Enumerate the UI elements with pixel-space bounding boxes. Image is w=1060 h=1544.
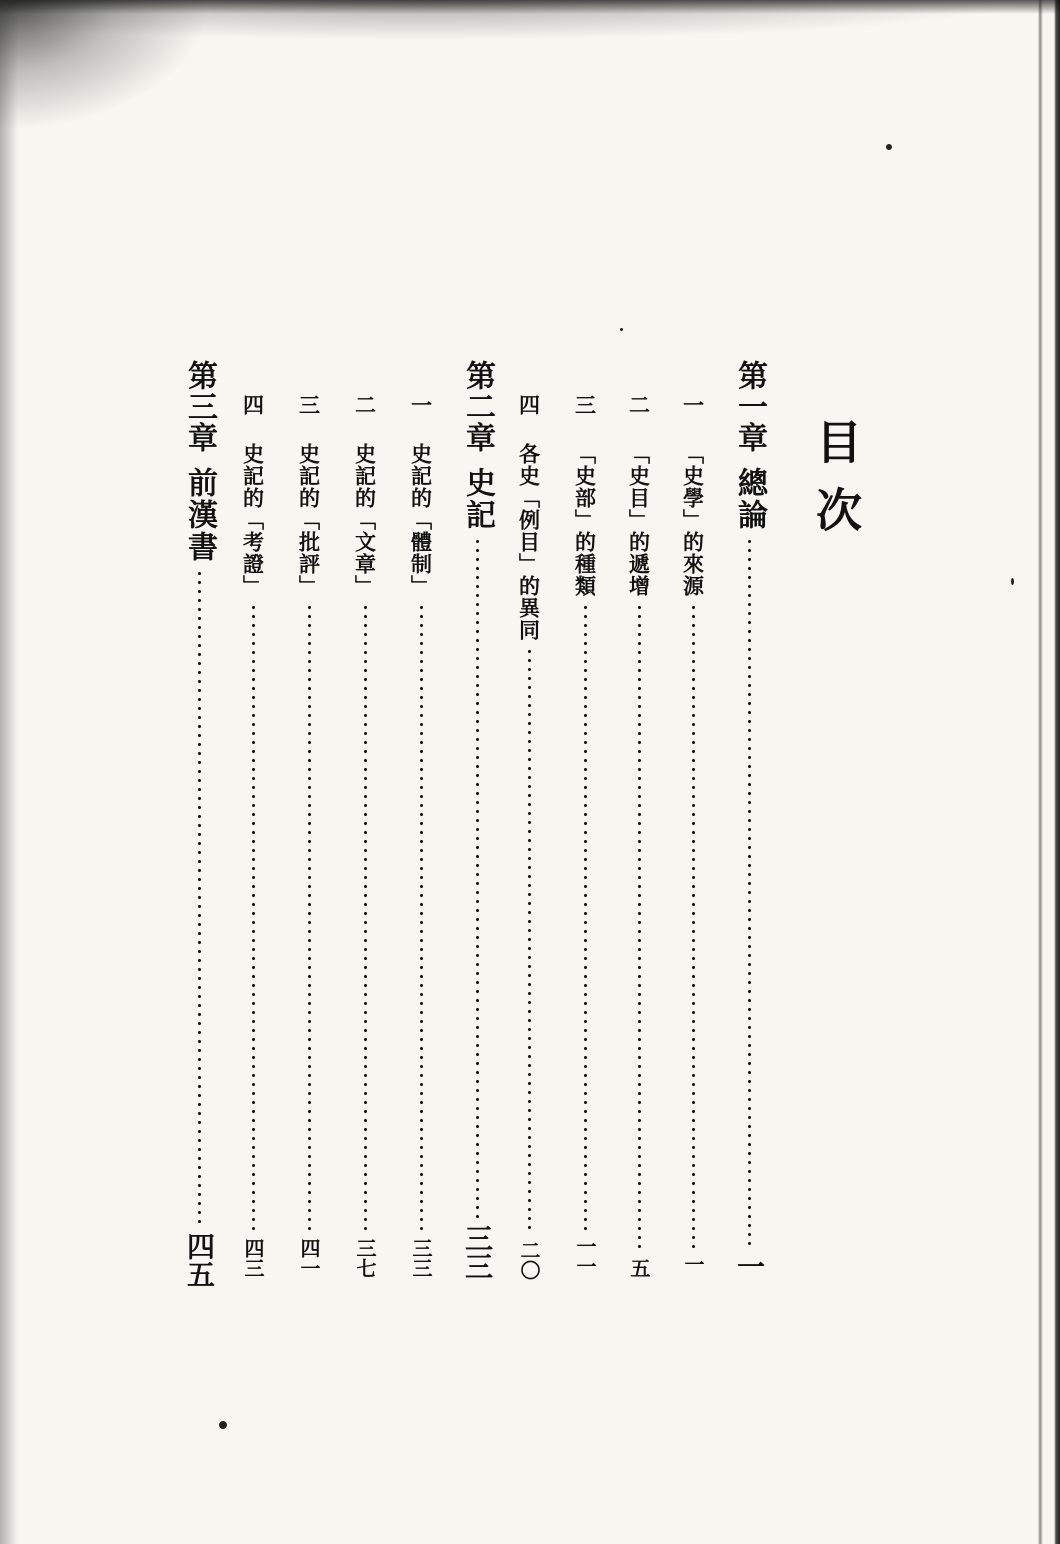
toc-entry bbox=[732, 360, 766, 1280]
dot-leader bbox=[584, 603, 587, 1230]
toc-entry bbox=[292, 394, 326, 1278]
entry-page-number: 一 bbox=[733, 1252, 766, 1280]
toc-entry bbox=[404, 394, 438, 1278]
entry-title: 前漢書 bbox=[182, 467, 217, 563]
toc-entry bbox=[676, 394, 710, 1274]
dot-leader bbox=[748, 537, 751, 1246]
entry-number: 第二章 bbox=[460, 360, 495, 453]
entry-title: 史記的「文章」 bbox=[352, 443, 378, 597]
entry-page-number: 四一 bbox=[297, 1238, 321, 1278]
dot-leader bbox=[476, 537, 479, 1218]
entry-page-number: 一一 bbox=[573, 1236, 597, 1276]
dot-leader bbox=[692, 603, 695, 1248]
dot-leader bbox=[364, 603, 367, 1232]
entry-number: 四 bbox=[516, 394, 542, 415]
entry-number: 第一章 bbox=[732, 360, 767, 453]
entry-page-number: 五 bbox=[627, 1258, 651, 1278]
page-title: 目次 bbox=[809, 418, 863, 554]
entry-title: 各史「例目」的異同 bbox=[516, 443, 542, 641]
dot-leader bbox=[198, 569, 201, 1226]
entry-page-number: 一 bbox=[681, 1254, 705, 1274]
entry-title: 「史目」的遞增 bbox=[626, 443, 652, 597]
entry-title: 「史部」的種類 bbox=[572, 443, 598, 597]
entry-title: 史記的「批評」 bbox=[296, 443, 322, 597]
entry-page-number: 四三 bbox=[241, 1238, 265, 1278]
toc-entry bbox=[182, 360, 216, 1288]
toc-entry bbox=[348, 394, 382, 1278]
toc-entry bbox=[460, 360, 494, 1280]
dot-leader bbox=[252, 603, 255, 1232]
entry-number: 四 bbox=[240, 394, 266, 415]
dot-leader bbox=[638, 603, 641, 1252]
entry-number: 三 bbox=[296, 394, 322, 415]
entry-title: 「史學」的來源 bbox=[680, 443, 706, 597]
toc-entry bbox=[622, 394, 656, 1278]
entry-page-number: 三三 bbox=[461, 1224, 494, 1280]
entry-title: 史記的「體制」 bbox=[408, 443, 434, 597]
dot-leader bbox=[528, 647, 531, 1234]
toc-entry bbox=[568, 394, 602, 1276]
entry-number: 二 bbox=[626, 394, 652, 415]
entry-title: 史記的「考證」 bbox=[240, 443, 266, 597]
toc-entry bbox=[512, 394, 546, 1280]
entry-number: 二 bbox=[352, 394, 378, 415]
entry-title: 史記 bbox=[460, 467, 495, 531]
entry-title: 總論 bbox=[732, 467, 767, 531]
dot-leader bbox=[308, 603, 311, 1232]
entry-number: 三 bbox=[572, 394, 598, 415]
entry-page-number: 三三 bbox=[409, 1238, 433, 1278]
entry-number: 一 bbox=[680, 394, 706, 415]
toc-entry bbox=[236, 394, 270, 1278]
entry-page-number: 三七 bbox=[353, 1238, 377, 1278]
entry-page-number: 四五 bbox=[183, 1232, 216, 1288]
dot-leader bbox=[420, 603, 423, 1232]
entry-number: 第三章 bbox=[182, 360, 217, 453]
entry-number: 一 bbox=[408, 394, 434, 415]
entry-page-number: 二〇 bbox=[517, 1240, 541, 1280]
